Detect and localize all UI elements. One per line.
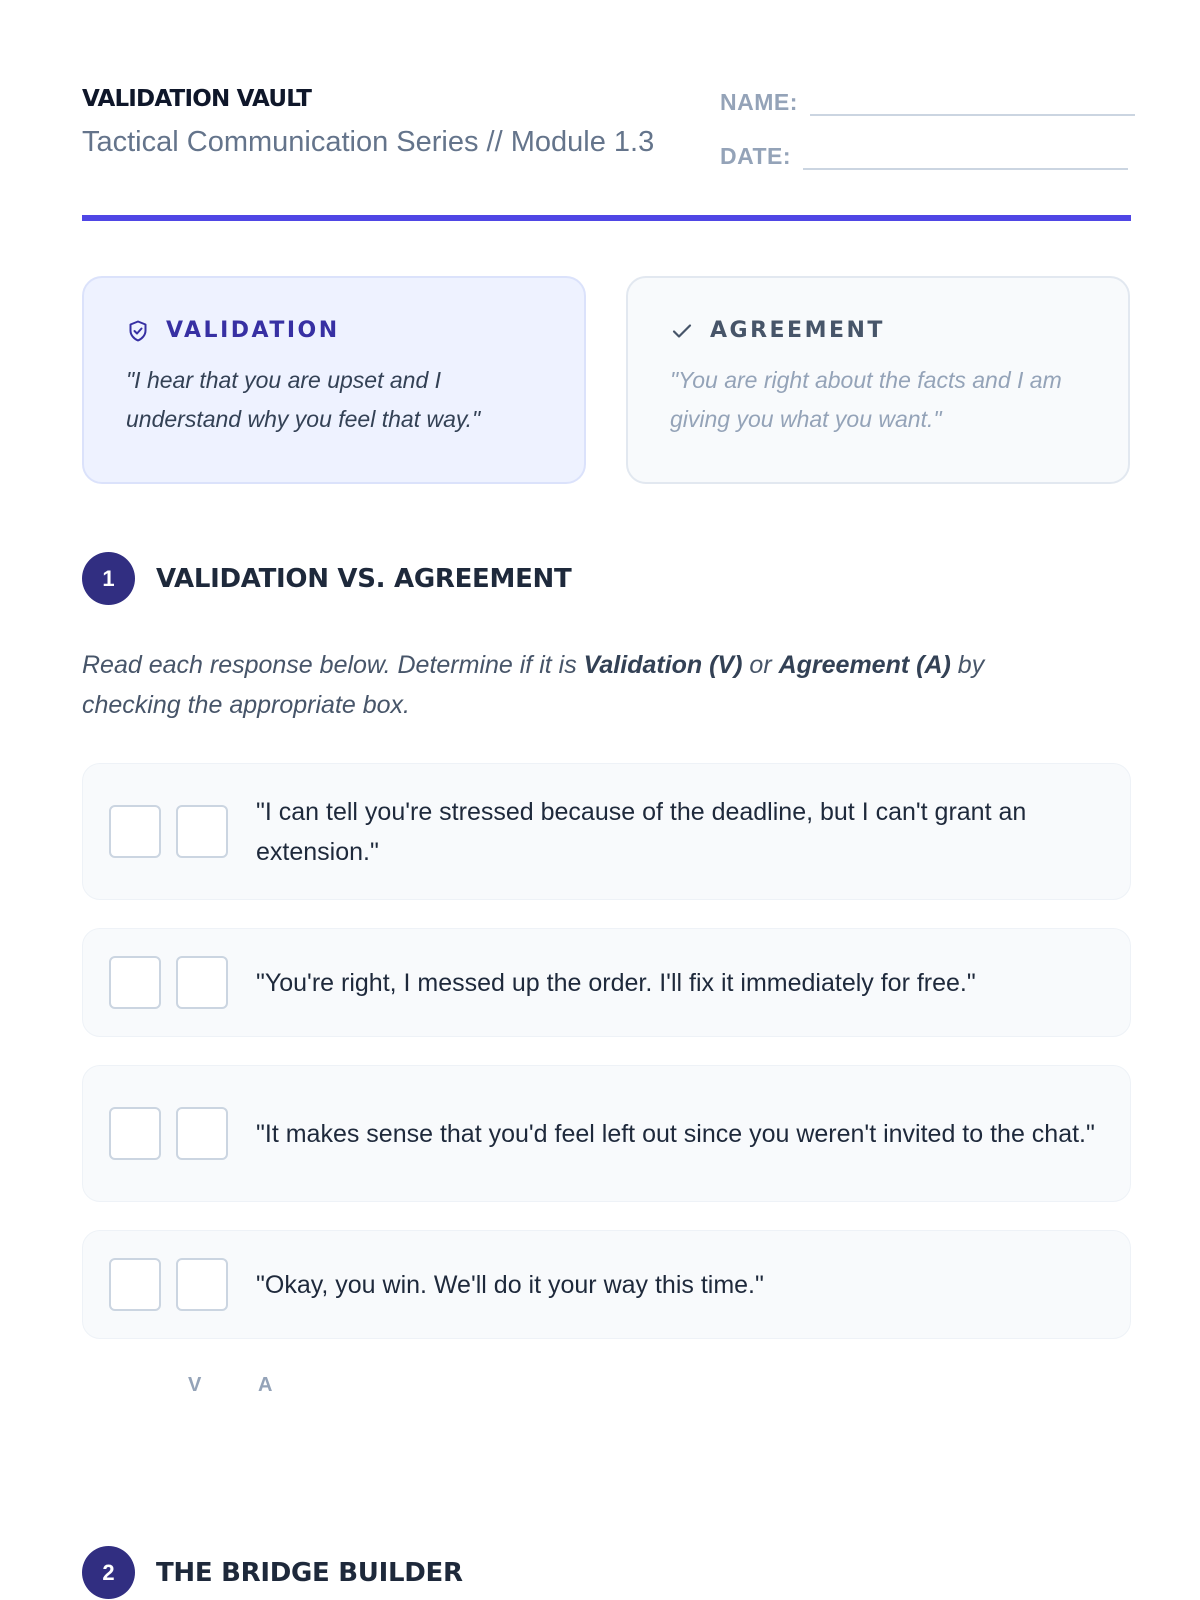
- header-divider: [82, 215, 1131, 221]
- agreement-card-title: AGREEMENT: [710, 318, 885, 343]
- agreement-checkbox[interactable]: [176, 1107, 228, 1160]
- response-text: "I can tell you're stressed because of the deadline, but I can't grant an extension.": [256, 797, 1027, 866]
- list-item: [82, 1065, 1131, 1202]
- validation-card-quote: "I hear that you are upset and I understand why you feel that way.": [126, 367, 481, 432]
- date-input-line[interactable]: [803, 140, 1128, 170]
- validation-checkbox[interactable]: [109, 1107, 161, 1160]
- section-number-badge: 1: [82, 552, 135, 605]
- validation-checkbox[interactable]: [109, 805, 161, 858]
- section-title: VALIDATION VS. AGREEMENT: [156, 563, 572, 594]
- instructions-validation-term: Validation (V): [583, 651, 743, 679]
- instructions-agreement-term: Agreement (A): [778, 651, 951, 679]
- validation-card-title: VALIDATION: [166, 318, 340, 343]
- agreement-card: [626, 276, 1130, 484]
- shield-check-icon: [126, 319, 150, 343]
- name-label: NAME:: [720, 89, 798, 115]
- validation-column-label: V: [188, 1374, 202, 1396]
- agreement-checkbox[interactable]: [176, 956, 228, 1009]
- list-item: [82, 1230, 1131, 1339]
- section-number-badge: 2: [82, 1546, 135, 1599]
- validation-checkbox[interactable]: [109, 1258, 161, 1311]
- name-input-line[interactable]: [810, 86, 1135, 116]
- list-item: [82, 763, 1131, 900]
- response-text: "It makes sense that you'd feel left out since you weren't invited to the chat.": [256, 1119, 1095, 1148]
- instructions-text: [82, 645, 1082, 725]
- section-title: THE BRIDGE BUILDER: [156, 1557, 463, 1588]
- section-1-header: [82, 552, 571, 605]
- agreement-card-quote: "You are right about the facts and I am giving you what you want.": [670, 367, 1062, 432]
- brand-title: VALIDATION VAULT: [82, 86, 312, 112]
- agreement-checkbox[interactable]: [176, 1258, 228, 1311]
- instructions-part: or: [742, 651, 779, 679]
- response-text: "Okay, you win. We'll do it your way this time.": [256, 1270, 764, 1299]
- agreement-checkbox[interactable]: [176, 805, 228, 858]
- validation-checkbox[interactable]: [109, 956, 161, 1009]
- date-field: [720, 140, 1128, 170]
- agreement-column-label: A: [258, 1374, 273, 1396]
- response-text: "You're right, I messed up the order. I'll fix it immediately for free.": [256, 968, 976, 997]
- instructions-part: by checking the appropriate box.: [82, 651, 985, 719]
- module-subtitle: Tactical Communication Series // Module 1.3: [82, 126, 655, 158]
- validation-card: [82, 276, 586, 484]
- list-item: [82, 928, 1131, 1037]
- name-field: [720, 86, 1135, 116]
- checkmark-icon: [670, 319, 694, 343]
- date-label: DATE:: [720, 143, 792, 169]
- section-2-header: [82, 1546, 463, 1599]
- instructions-part: Read each response below. Determine if it is: [82, 651, 584, 679]
